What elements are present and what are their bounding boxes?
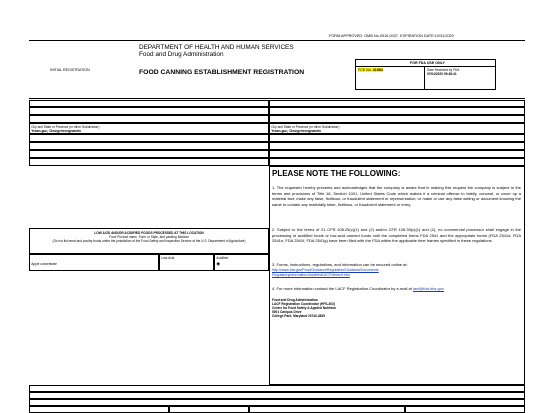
- processed-acidified-cell: [214, 254, 269, 271]
- acidified-radio[interactable]: ◉: [216, 260, 221, 266]
- note-paragraph-2: 2. Subject to the terms of 21 CFR 108.25(c)(1) and (2) and/or CFR 108.35(c)(1) and (2), no commercial processor shall engage in the processing of acidified foods or low-acid canned foods until the completed forms FDA 2541 and the appropriate forms (FDA 2541d, FDA 2541e, FDA 2541f, FDA 2541g) have been filed with the FDA within the applicable time frames specified in these regulations.: [272, 227, 521, 243]
- plant-telefax-row: [29, 158, 269, 166]
- note-address-line-1: Food and Drug Administration: [272, 298, 318, 302]
- mailing-country-row: [269, 142, 525, 150]
- note-paragraph-1: 1. The requester hereby presents and acknowledges that the company is aware that in making this request the company is subject to the terms and provisions of Title 18, Section 1001, United States Code which makes it a criminal offense to falsify, conceal, or cover up a material fact; make any false, fictitious, or fraudulent statement or representation; or make or use any false writing or document knowing the same to contain any materially false, fictitious, or fraudulent statement or entry.: [272, 185, 521, 207]
- mailing-telephone-row: [269, 150, 525, 158]
- mailing-city-value: Yesan-gun, Chungcheongnamdo: [271, 128, 321, 133]
- plant-city-label: City and State or Province (or other Subdivision): [31, 124, 100, 129]
- note-address-line-2: LACF Registration Coordinator (HFS-303): [272, 302, 335, 306]
- section-rule: [29, 98, 525, 99]
- contact-email-cell: [249, 406, 405, 413]
- contact-position-row: [29, 399, 525, 406]
- fce-value: 31984: [372, 68, 383, 72]
- form-approval-text: FORM APPROVED: OMB No.0910-0037, EXPIRATION DATE:10/31/2020: [329, 34, 454, 38]
- processed-header: [29, 228, 269, 254]
- date-received-label: Date Received by FDA: [427, 68, 460, 72]
- note-address-line-3: Center for Food Safety & Applied Nutrition: [272, 306, 337, 310]
- fda-use-divider: [355, 66, 496, 67]
- processed-title: LOW ACID AND/OR ACIDIFIED FOODS PROCESSED AT THIS LOCATION: [94, 231, 204, 235]
- note-p4-text: 4. For more information contact the LACF Registration Coordinator by e-mail at: [272, 286, 412, 291]
- processed-product-cell: [29, 254, 159, 271]
- initial-registration: INITIAL REGISTRATION: [50, 68, 90, 72]
- note-address-line-4: 5001 Campus Drive: [272, 310, 302, 314]
- agency-title: Food and Drug Administration: [139, 51, 224, 58]
- processed-product-name: Apple concentrate: [31, 261, 57, 266]
- mailing-establishment-row: [269, 107, 525, 115]
- processed-subtitle-2: (Do not list meat and poultry foods under the jurisdiction of the Food Safety and Inspection Service of the U.S. Department of Agriculture): [52, 239, 246, 243]
- form-title: FOOD CANNING ESTABLISHMENT REGISTRATION: [139, 69, 305, 76]
- contact-header: [29, 385, 525, 392]
- plant-city-value: Yesan-gun, Chungcheongnamdo: [31, 128, 81, 133]
- plant-zip-row: [29, 134, 269, 142]
- plant-establishment-row: [29, 107, 269, 115]
- fda-use-title: FOR FDA USE ONLY: [410, 61, 445, 65]
- processed-low-acid-label: Low-Acid: [161, 255, 175, 260]
- mailing-city-label: City and State or Province (or other Subdivision): [271, 124, 340, 129]
- mailing-section-header: [269, 100, 525, 107]
- contact-phone-cell: [29, 406, 169, 413]
- contact-fax-cell: [169, 406, 249, 413]
- processed-low-acid-cell: [159, 254, 214, 271]
- contact-created-cell: [405, 406, 525, 413]
- mailing-zip-row: [269, 134, 525, 142]
- fce-label: FCE No.: [358, 68, 372, 72]
- processed-acidified-label: Acidified: [216, 255, 229, 260]
- plant-telephone-row: [29, 150, 269, 158]
- plant-street-row: [29, 115, 269, 123]
- fda-use-vdivider: [424, 66, 425, 90]
- plant-country-row: [29, 142, 269, 150]
- top-rule: [29, 40, 525, 41]
- note-title: PLEASE NOTE THE FOLLOWING:: [272, 169, 401, 178]
- note-link-forms[interactable]: http://www.fda.gov/Food/GuidanceRegulation/GuidanceDocuments RegulatoryInformation/AcidifiedLACF/default.htm: [272, 268, 379, 277]
- dept-title: DEPARTMENT OF HEALTH AND HUMAN SERVICES: [139, 44, 294, 51]
- note-paragraph-3: 3. Forms, instructions, regulations, and information can be secured online at:: [272, 262, 408, 267]
- mailing-city-row: [269, 123, 525, 134]
- date-received-value: 07/04/2020 09:48:41: [427, 72, 457, 76]
- note-email-link[interactable]: lacf@fda.hhs.gov: [412, 286, 444, 291]
- contact-name-row: [29, 392, 525, 399]
- mailing-street-row: [269, 115, 525, 123]
- fce-number: [358, 68, 383, 72]
- note-paragraph-4: [272, 286, 521, 292]
- mailing-telefax-row: [269, 158, 525, 166]
- plant-section-header: [29, 100, 269, 107]
- note-address-line-5: College Park, Maryland 20740-3835: [272, 314, 325, 318]
- processed-subtitle-1: Food Product name, Form or Style, and packing Medium: [108, 235, 190, 239]
- plant-city-row: [29, 123, 269, 134]
